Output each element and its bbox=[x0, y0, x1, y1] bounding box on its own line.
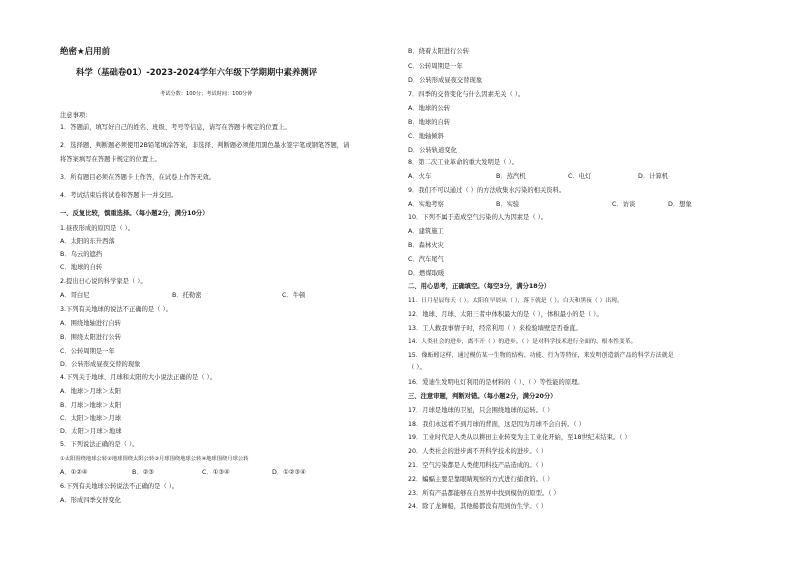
judge-20: 20．人类社会的进步离不开科学技术的进步。（ ） bbox=[408, 448, 548, 455]
exam-title: 科学（基础卷01）-2023-2024学年六年级下学期期中素养测评 bbox=[76, 67, 318, 77]
fill-14: 14．人类社会的进步，离不开（ ）的进步。（ ）是对科学技术进行全面的、根本性变革。 bbox=[408, 339, 637, 345]
q7-option-b: B．地球的自转 bbox=[408, 119, 451, 126]
judge-21: 21．空气污染都是人类使用科技产品造成的。（ ） bbox=[408, 462, 548, 469]
q1-option-b: B．乌云的遮挡 bbox=[60, 251, 103, 258]
q5-statements: ①太阳围绕地球公转②地球围绕太阳公转③月球围绕地球公转④地球围绕月球公转 bbox=[60, 456, 249, 462]
fill-11: 11．日月星辰每天（ ）。太阳在早晨从（ ），落下就是（ ）。白天和黑夜（ ）出现。 bbox=[408, 298, 623, 304]
q3-option-a: A．围绕地轴进行自转 bbox=[60, 320, 121, 327]
note-4: 4．考试结束后将试卷和答题卡一并交回。 bbox=[60, 192, 178, 199]
q9-option-a: A．实地考察 bbox=[408, 201, 444, 208]
question-9: 9．我们不可以通过（ ）的方法收集水污染的相关资料。 bbox=[408, 187, 566, 194]
q6-option-b: B．绕着太阳进行公转 bbox=[408, 48, 469, 55]
question-6: 6.下列有关地球公转说法不正确的是（ ）。 bbox=[60, 483, 179, 490]
q5-option-a: A．①②④ bbox=[60, 469, 88, 476]
q2-option-c: C．牛顿 bbox=[282, 292, 306, 299]
section3-heading: 三、注意审题，判断对错。（每小题2分，满分20分） bbox=[408, 393, 557, 400]
q10-option-c: C．汽车尾气 bbox=[408, 256, 444, 263]
judge-23: 23．所有产品都能够在自然界中找到模仿的原型。（ ） bbox=[408, 490, 560, 497]
q10-option-b: B．森林火灾 bbox=[408, 242, 444, 249]
q9-option-c: C．访谈 bbox=[612, 201, 636, 208]
question-1: 1.昼夜形成的原因是（ ）。 bbox=[60, 225, 135, 232]
fill-12: 12．地球、月球、太阳三者中体积最大的是（ ），体积最小的是（ ）。 bbox=[408, 311, 603, 318]
question-2: 2.提出日心说的科学家是（ ）。 bbox=[60, 278, 147, 285]
exam-meta: 考试分数：100分；考试时间：100分钟 bbox=[160, 91, 253, 97]
q5-option-d: D．①②③④ bbox=[272, 469, 306, 476]
q3-option-b: B．围绕太阳进行公转 bbox=[60, 334, 121, 341]
question-7: 7．四季的交替变化与什么因素无关（ ）。 bbox=[408, 91, 525, 98]
q2-option-b: B．托勒密 bbox=[172, 292, 202, 299]
question-10: 10．下列不属于造成空气污染的人为因素是（ ）。 bbox=[408, 214, 548, 221]
judge-18: 18．我们永远看不到月球的背面，这是因为月球不会自转。（ ） bbox=[408, 421, 585, 428]
note-2a: 2．选择题、判断题必须使用2B铅笔填涂答案，非选择、判断题必须使用黑色墨水签字笔或钢笔答题，请 bbox=[60, 142, 350, 149]
fill-15b: （ ）。 bbox=[408, 364, 426, 371]
q10-option-d: D．燃煤取暖 bbox=[408, 270, 445, 277]
q8-option-a: A．火车 bbox=[408, 173, 432, 180]
note-1: 1．答题前，填写好自己的姓名、班级、考号等信息，请写在答题卡规定的位置上。 bbox=[60, 124, 291, 131]
judge-19: 19．工业时代是人类从以耕田主业转变为主工业化开始，至18世纪末结束。（ ） bbox=[408, 434, 631, 441]
section2-heading: 二、用心思考，正确填空。（每空3分，满分18分） bbox=[408, 283, 551, 290]
q8-option-c: C．电灯 bbox=[568, 173, 592, 180]
q3-option-c: C．公转周期是一年 bbox=[60, 348, 115, 355]
judge-22: 22．蝙蝠主要是靠眼睛观察的方式进行捕食的。（ ） bbox=[408, 476, 554, 483]
section1-heading: 一、反复比较，慎重选择。（每小题2分，满分10分） bbox=[60, 210, 209, 217]
question-8: 8．第二次工业革命的重大发明是（ ）。 bbox=[408, 159, 518, 166]
q9-option-b: B．实验 bbox=[496, 201, 520, 208]
q7-option-d: D．公转轨道变化 bbox=[408, 147, 457, 154]
question-3: 3.下列有关地球的说法不正确的是（ ）。 bbox=[60, 306, 172, 313]
q5-option-b: B．②③ bbox=[132, 469, 154, 476]
q1-option-c: C．地球的自转 bbox=[60, 264, 103, 271]
notes-heading: 注意事项： bbox=[60, 112, 92, 119]
q4-option-d: D．太阳＞月球＞地球 bbox=[60, 428, 122, 435]
q1-option-a: A．太阳的东升西落 bbox=[60, 238, 115, 245]
q4-option-c: C．太阳＞地球＞月球 bbox=[60, 415, 122, 422]
question-5: 5．下列说法正确的是（ ）。 bbox=[60, 441, 139, 448]
question-4: 4.下列关于地球、月球和太阳的大小说法正确的是（ ）。 bbox=[60, 374, 216, 381]
q6-option-a: A．形成四季交替变化 bbox=[60, 497, 121, 504]
q4-option-b: B．月球＞地球＞太阳 bbox=[60, 402, 121, 409]
q2-option-a: A．哥白尼 bbox=[60, 292, 90, 299]
note-3: 3．所有题目必须在答题卡上作答，在试卷上作答无效。 bbox=[60, 174, 216, 181]
judge-24: 24．除了龙舞船，其他船都没有用到仿生学。（ ） bbox=[408, 503, 548, 510]
fill-13: 13．工人救我事情子时，经常利用（ ）来检验墙壁是否垂直。 bbox=[408, 325, 582, 332]
q10-option-a: A．建筑施工 bbox=[408, 228, 444, 235]
judge-17: 17．月球是地球的卫星，只会围绕地球的运转。（ ） bbox=[408, 407, 554, 414]
q6-option-d: D．公转形成昼夜交替现象 bbox=[408, 77, 483, 84]
fill-15a: 15．像蚯蚓这样，通过模仿某一生物的结构、功能、行为等特征，来发明创造新产品的科学方法就是 bbox=[408, 352, 674, 359]
fill-16: 16．爱迪生发明电灯利用的是材料的（ ）、（ ）等性能的原理。 bbox=[408, 379, 584, 386]
q8-option-d: D．计算机 bbox=[638, 173, 669, 180]
secret-mark: 绝密★启用前 bbox=[60, 47, 111, 57]
q8-option-b: B．蒸汽机 bbox=[496, 173, 526, 180]
q4-option-a: A．地球＞月球＞太阳 bbox=[60, 388, 121, 395]
q3-option-d: D．公转形成昼夜交替的现象 bbox=[60, 361, 141, 368]
q7-option-a: A．地球的公转 bbox=[408, 105, 451, 112]
q5-option-c: C．①③④ bbox=[202, 469, 230, 476]
q7-option-c: C．地轴倾斜 bbox=[408, 133, 444, 140]
note-2b: 将答案填写在答题卡规定的位置上。 bbox=[60, 156, 161, 163]
q9-option-d: D．想象 bbox=[668, 201, 692, 208]
q6-option-c: C．公转周期是一年 bbox=[408, 63, 463, 70]
